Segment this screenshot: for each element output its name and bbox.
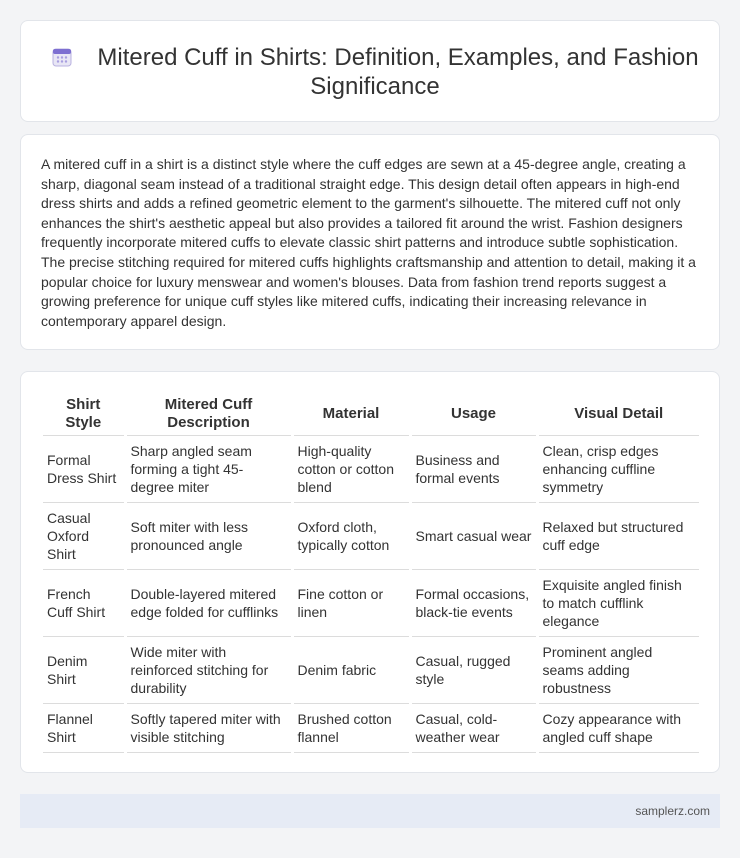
intro-paragraph: A mitered cuff in a shirt is a distinct style where the cuff edges are sewn at a 45-degree angle, creating a sharp, diagonal seam instead of a traditional straight edge. This design detail often appears in high-end dress shirts and adds a refined geometric element to the garment's silhouette. The mitered cuff not only enhances the shirt's aesthetic appeal but also provides a tailored fit around the wrist. Fashion designers frequently incorporate mitered cuffs to elevate classic shirt patterns and introduce subtle sophistication. The precise stitching required for mitered cuffs highlights craftsmanship and attention to detail, making it a popular choice for luxury menswear and women's blouses. Data from fashion trend reports suggest a growing preference for unique cuff styles like mitered cuffs, indicating their increasing relevance in contemporary apparel design. — [41, 156, 696, 329]
table-row — [43, 569, 699, 636]
table-row — [43, 703, 699, 752]
table-cell: Business and formal events — [410, 435, 537, 502]
page-title — [51, 43, 699, 101]
calendar-icon — [51, 46, 73, 68]
table-cell: Relaxed but structured cuff edge — [537, 502, 699, 569]
table-cell: Exquisite angled finish to match cufflink elegance — [537, 569, 699, 636]
table-cell: Formal Dress Shirt — [43, 435, 125, 502]
table-cell: Casual, cold-weather wear — [410, 703, 537, 752]
header — [51, 43, 699, 101]
header-card — [20, 20, 720, 122]
table-cell: Prominent angled seams adding robustness — [537, 636, 699, 703]
table-cell: Soft miter with less pronounced angle — [125, 502, 292, 569]
column-header: Visual Detail — [537, 393, 699, 435]
footer — [20, 794, 720, 828]
table-cell: Formal occasions, black-tie events — [410, 569, 537, 636]
table-cell: Casual Oxford Shirt — [43, 502, 125, 569]
table-cell: Fine cotton or linen — [292, 569, 410, 636]
table-cell: Flannel Shirt — [43, 703, 125, 752]
column-header: Mitered Cuff Description — [125, 393, 292, 435]
table-cell: Softly tapered miter with visible stitching — [125, 703, 292, 752]
table-cell: Brushed cotton flannel — [292, 703, 410, 752]
table-row — [43, 502, 699, 569]
table-cell: Oxford cloth, typically cotton — [292, 502, 410, 569]
table-header-row — [43, 393, 699, 435]
table-cell: Denim fabric — [292, 636, 410, 703]
column-header: Shirt Style — [43, 393, 125, 435]
table-row — [43, 435, 699, 502]
table-row — [43, 636, 699, 703]
intro-card — [20, 134, 720, 350]
table-cell: Casual, rugged style — [410, 636, 537, 703]
footer-site-link[interactable]: samplerz.com — [635, 804, 710, 818]
table-cell: French Cuff Shirt — [43, 569, 125, 636]
table-card — [20, 371, 720, 773]
table-cell: Cozy appearance with angled cuff shape — [537, 703, 699, 752]
table-cell: Smart casual wear — [410, 502, 537, 569]
page-title-text: Mitered Cuff in Shirts: Definition, Examples, and Fashion Significance — [97, 44, 699, 100]
table-cell: Denim Shirt — [43, 636, 125, 703]
table-cell: Wide miter with reinforced stitching for durability — [125, 636, 292, 703]
table-cell: Double-layered mitered edge folded for cufflinks — [125, 569, 292, 636]
column-header: Material — [292, 393, 410, 435]
comparison-table — [43, 393, 699, 753]
column-header: Usage — [410, 393, 537, 435]
table-cell: Clean, crisp edges enhancing cuffline symmetry — [537, 435, 699, 502]
table-cell: Sharp angled seam forming a tight 45-degree miter — [125, 435, 292, 502]
table-cell: High-quality cotton or cotton blend — [292, 435, 410, 502]
